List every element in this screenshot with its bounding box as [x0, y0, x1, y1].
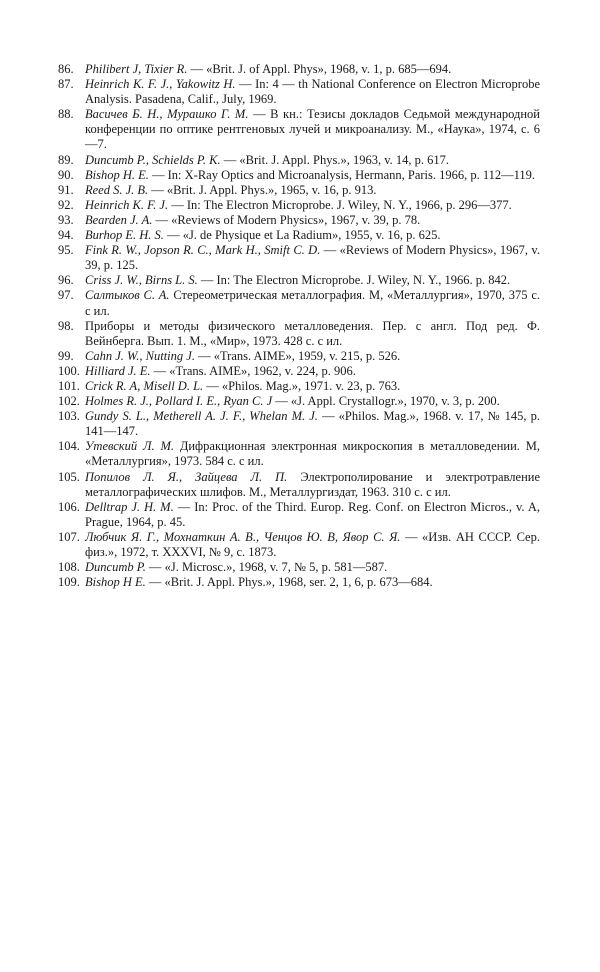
reference-authors: Philibert J, Tixier R. [85, 62, 188, 76]
reference-item [58, 107, 540, 152]
reference-number: 93. [58, 212, 74, 227]
reference-number: 94. [58, 228, 74, 243]
reference-body [85, 62, 540, 77]
reference-text: — In: The Electron Microprobe. J. Wiley, N. Y., 1966. p. 842. [200, 273, 511, 288]
reference-item [58, 560, 540, 575]
reference-body [85, 575, 540, 590]
reference-number: 100. [58, 363, 80, 378]
reference-body [85, 213, 540, 228]
reference-authors: Heinrich K. F. J. [85, 197, 169, 212]
reference-list [58, 62, 540, 590]
reference-body [85, 168, 540, 183]
reference-authors: Criss J. W., Birns L. S. [85, 273, 198, 288]
reference-authors: Попилов Л. Я., Зайцева Л. П. [85, 469, 288, 484]
reference-body [85, 439, 540, 469]
reference-authors: Bishop H. E. [85, 167, 149, 182]
reference-item [58, 439, 540, 469]
reference-item [58, 198, 540, 213]
reference-item [58, 77, 540, 107]
reference-body [85, 273, 540, 288]
reference-authors: Duncumb P. [85, 560, 146, 575]
reference-text: — «J. de Physique et La Radium», 1955, v. 16, p. 625. [167, 228, 441, 243]
reference-text: — «Philos. Mag.», 1971. v. 23, p. 763. [206, 378, 401, 393]
reference-item [58, 364, 540, 379]
reference-item [58, 168, 540, 183]
reference-text: Дифракционная электронная микроскопия в металловедении. М, «Металлургия», 1973. 584 с. с ил. [85, 439, 540, 469]
reference-authors: Салтыков С. А. [85, 288, 170, 303]
reference-text: — «J. Appl. Crystallogr.», 1970, v. 3, p. 200. [275, 394, 500, 409]
reference-text: — «Reviews of Modern Physics», 1967, v. 39, p. 78. [155, 212, 421, 227]
reference-authors: Hilliard J. E. [85, 363, 151, 378]
reference-item [58, 349, 540, 364]
reference-text: — В кн.: Тезисы докладов Седьмой международной конференции по оптике рентгеновых лучей и микроанализу. М., «Наука», 1974, с. 6—7. [85, 107, 540, 152]
reference-item [58, 288, 540, 318]
reference-text: — In: The Electron Microprobe. J. Wiley, N. Y., 1966, p. 296—377. [171, 197, 512, 212]
reference-number: 87. [58, 77, 74, 92]
reference-item [58, 575, 540, 590]
reference-item [58, 153, 540, 168]
reference-number: 88. [58, 107, 74, 122]
reference-body [85, 470, 540, 500]
reference-body [85, 349, 540, 364]
reference-body [85, 379, 540, 394]
reference-number: 92. [58, 197, 74, 212]
reference-body [85, 560, 540, 575]
reference-authors: Bearden J. A. [85, 212, 153, 227]
reference-body [85, 183, 540, 198]
reference-authors: Duncumb P., Schields P. K. [85, 152, 221, 167]
reference-body [85, 198, 540, 213]
reference-authors: Reed S. J. B. [85, 182, 149, 197]
reference-item [58, 409, 540, 439]
reference-authors: Delltrap J. H. M. [85, 499, 174, 514]
reference-authors: Gundy S. L., Metherell A. J. F., Whelan M. J. [85, 409, 318, 424]
reference-text: — In: 4 — th National Conference on Electron Microprobe Analysis. Pasadena, Calif., July, 1969. [85, 77, 541, 107]
reference-authors: Holmes R. J., Pollard I. E., Ryan C. J [85, 394, 273, 409]
reference-text: — «Brit. J. of Appl. Phys», 1968, v. 1, p. 685—694. [190, 62, 452, 76]
reference-text: — In: X-Ray Optics and Microanalysis, Hermann, Paris. 1966, p. 112—119. [152, 167, 536, 182]
reference-item [58, 394, 540, 409]
reference-number: 90. [58, 167, 74, 182]
reference-authors: Васичев Б. Н., Мурашко Г. М. [85, 107, 249, 122]
reference-item [58, 243, 540, 273]
reference-item [58, 273, 540, 288]
reference-number: 89. [58, 152, 74, 167]
reference-authors: Любчик Я. Г., Мохнаткин А. В., Ченцов Ю. В, Явор С. Я. [85, 529, 401, 544]
reference-text: — «Изв. АН СССР. Сер. физ.», 1972, т. XXXVI, № 9, с. 1873. [85, 529, 540, 559]
reference-item [58, 319, 540, 349]
reference-body [85, 409, 540, 439]
reference-body [85, 107, 540, 152]
reference-body [85, 288, 540, 318]
reference-number: 86. [58, 62, 74, 76]
reference-body [85, 394, 540, 409]
reference-number: 91. [58, 182, 74, 197]
reference-number: 95. [58, 243, 74, 258]
reference-item [58, 379, 540, 394]
reference-body [85, 243, 540, 273]
reference-text: — «Trans. AIME», 1959, v. 215, p. 526. [198, 348, 401, 363]
reference-body [85, 153, 540, 168]
reference-text: — «Philos. Mag.», 1968. v. 17, № 145, p. 141—147. [85, 409, 541, 439]
reference-text: — «Brit. J. Appl. Phys.», 1965, v. 16, p. 913. [151, 182, 377, 197]
reference-item [58, 530, 540, 560]
reference-item [58, 228, 540, 243]
reference-text: — «Brit. J. Appl. Phys.», 1963, v. 14, p. 617. [223, 152, 450, 167]
reference-text: — «Reviews of Modern Physics», 1967, v. 39, p. 125. [85, 243, 540, 273]
reference-number: 97. [58, 288, 74, 303]
reference-authors: Burhop E. H. S. [85, 228, 164, 243]
reference-text: — In: Proc. of the Third. Europ. Reg. Conf. on Electron Micros., v. A, Prague, 1964, p. 45. [85, 499, 540, 529]
reference-authors: Heinrich K. F. J., Yakowitz H. [85, 77, 236, 92]
reference-body [85, 77, 540, 107]
reference-text: Электрополирование и электротравление металлографических шлифов. М., Металлургиздат, 1963. 310 с. с ил. [85, 469, 540, 499]
reference-number: 101. [58, 378, 80, 393]
reference-authors: Утевский Л. М. [85, 439, 174, 454]
reference-body [85, 319, 540, 349]
reference-body [85, 364, 540, 379]
reference-number: 102. [58, 394, 80, 409]
reference-number: 96. [58, 273, 74, 288]
reference-text: Стереометрическая металлография. М, «Металлургия», 1970, 375 с. с ил. [85, 288, 540, 318]
reference-number: 108. [58, 560, 80, 575]
reference-item [58, 500, 540, 530]
reference-number: 109. [58, 575, 80, 590]
reference-text: Приборы и методы физического металловедения. Пер. с англ. Под ред. Ф. Вейнберга. Вып. 1. М., «Мир», 1973. 428 с. с ил. [85, 318, 540, 348]
reference-number: 107. [58, 529, 80, 544]
reference-body [85, 500, 540, 530]
reference-number: 105. [58, 469, 80, 484]
reference-authors: Cahn J. W., Nutting J. [85, 348, 195, 363]
reference-item [58, 470, 540, 500]
reference-text: — «Brit. J. Appl. Phys.», 1968, ser. 2, 1, 6, p. 673—684. [148, 575, 433, 590]
reference-number: 98. [58, 318, 74, 333]
reference-item [58, 183, 540, 198]
reference-authors: Bishop H E. [85, 575, 146, 590]
reference-authors: Fink R. W., Jopson R. C., Mark H., Smift C. D. [85, 243, 321, 258]
reference-authors: Crick R. A, Misell D. L. [85, 378, 204, 393]
reference-number: 103. [58, 409, 80, 424]
reference-number: 106. [58, 499, 80, 514]
reference-text: — «J. Microsc.», 1968, v. 7, № 5, p. 581—587. [149, 560, 388, 575]
reference-body [85, 530, 540, 560]
reference-item [58, 62, 540, 77]
reference-item [58, 213, 540, 228]
reference-number: 99. [58, 348, 74, 363]
reference-text: — «Trans. AIME», 1962, v. 224, p. 906. [153, 363, 356, 378]
reference-number: 104. [58, 439, 80, 454]
reference-body [85, 228, 540, 243]
